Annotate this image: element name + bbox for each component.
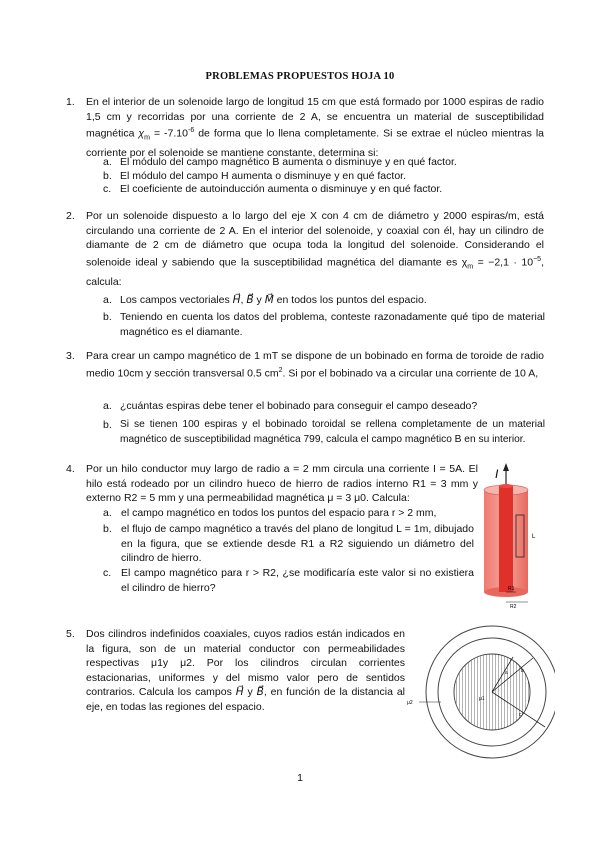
figure-iron-cylinder bbox=[478, 460, 552, 610]
list-item: el flujo de campo magnético a través del plano de longitud L = 1m, dibujado en la figura, que se extiende desde R1 a R2 siguiendo un diámetro del cilindro de hierro. bbox=[121, 523, 474, 565]
item-list bbox=[103, 156, 553, 197]
problem-number: 3. bbox=[66, 350, 75, 362]
list-item: a. El módulo del campo magnético B aumenta o disminuye y en qué factor. bbox=[103, 156, 457, 168]
radius-b-label: b bbox=[521, 668, 524, 674]
radius-c-label: c bbox=[519, 712, 522, 718]
wire-top bbox=[499, 484, 513, 488]
r1-label: R1 bbox=[508, 586, 515, 592]
problem-text: Por un hilo conductor muy largo de radio a = 2 mm circula una corriente I = 5A. El hilo está rodeado por un cilindro hueco de hierro de radios interno R1 = 3 mm y externo R2 = 5 mm y una permeabilidad magnética μ = 3 μ0. Calcula: bbox=[86, 463, 478, 505]
current-label: I bbox=[495, 467, 499, 481]
page-number: 1 bbox=[297, 772, 303, 784]
problem-number: 1. bbox=[66, 96, 75, 108]
list-item: El campo magnético para r > R2, ¿se modificaría este valor si no existiera el cilindro de hierro? bbox=[121, 567, 474, 594]
problem-text: Dos cilindros indefinidos coaxiales, cuyos radios están indicados en la figura, son de un material conductor con permeabilidades respectivas μ1y μ2. Por los cilindros circulan corrientes estacionarias, uniformes y del mismo valor pero de sentidos contrarios. Calcula los campos H⃗ y B⃗, en función de la distancia al eje, en todas las regiones del espacio. bbox=[86, 628, 405, 713]
figure-coaxial-cylinders bbox=[405, 624, 555, 762]
r2-label: R2 bbox=[510, 604, 517, 610]
list-item: c. El coeficiente de autoinducción aumenta o disminuye y en qué factor. bbox=[103, 183, 443, 196]
problem-number: 5. bbox=[66, 628, 75, 640]
mu1-label: μ1 bbox=[479, 696, 485, 702]
radius-a-label: a bbox=[505, 670, 508, 676]
problem-text: Para crear un campo magnético de 1 mT se dispone de un bobinado en forma de toroide de radio medio 10cm y sección transversal 0.5 $cm^2$. Si por el bobinado va a circular una corriente de 10 A, bbox=[86, 350, 544, 380]
list-item: b. El módulo del campo H aumenta o disminuye y en qué factor. bbox=[103, 169, 406, 182]
list-item: Los campos vectoriales H⃗, B⃗ y M⃗ en todos los puntos del espacio. bbox=[120, 294, 427, 306]
page-title: PROBLEMAS PROPUESTOS HOJA 10 bbox=[205, 71, 395, 82]
list-item: Si se tienen 100 espiras y el bobinado toroidal se rellena completamente de un material magnético de susceptibilidad magnética 799, calcula el campo magnético B en su interior. bbox=[120, 419, 545, 445]
wire bbox=[499, 486, 513, 592]
problem-text: En el interior de un solenoide largo de longitud 15 cm que está formado por 1000 espiras de radio 1,5 cm y recorridas por una corriente de 2 A, se encuentra un material de susceptibilidad magnética $\chi_m = -7.10^{-6}$ de forma que lo llena completamente. Si se extrae el núcleo mientras la corriente por el solenoide se mantiene constante, determina si: bbox=[86, 96, 544, 160]
current-arrowhead bbox=[503, 463, 509, 471]
mu2-label: μ2 bbox=[407, 700, 413, 706]
list-item: Teniendo en cuenta los datos del problema, conteste razonadamente qué tipo de material magnético es el diamante. bbox=[120, 311, 545, 338]
problem-number: 2. bbox=[66, 210, 75, 222]
list-item: ¿cuántas espiras debe tener el bobinado para conseguir el campo deseado? bbox=[120, 400, 478, 412]
list-item: el campo magnético en todos los puntos del espacio para r > 2 mm, bbox=[121, 507, 437, 519]
problem-text: Por un solenoide dispuesto a lo largo del eje X con 4 cm de diámetro y 2000 espiras/m, está circulando una corriente de 2 A. En el interior del solenoide, y coaxial con él, hay un cilindro de diamante de 2 cm de diámetro que ocupa toda la longitud del solenoide. Considerando el solenoide ideal y sabiendo que la susceptibilidad magnética del diamante es $\chi_m = -2,1 \cdot 10^{-5}$, calcula: bbox=[86, 210, 544, 288]
problem-number: 4. bbox=[66, 463, 75, 475]
length-label: L bbox=[532, 534, 536, 540]
